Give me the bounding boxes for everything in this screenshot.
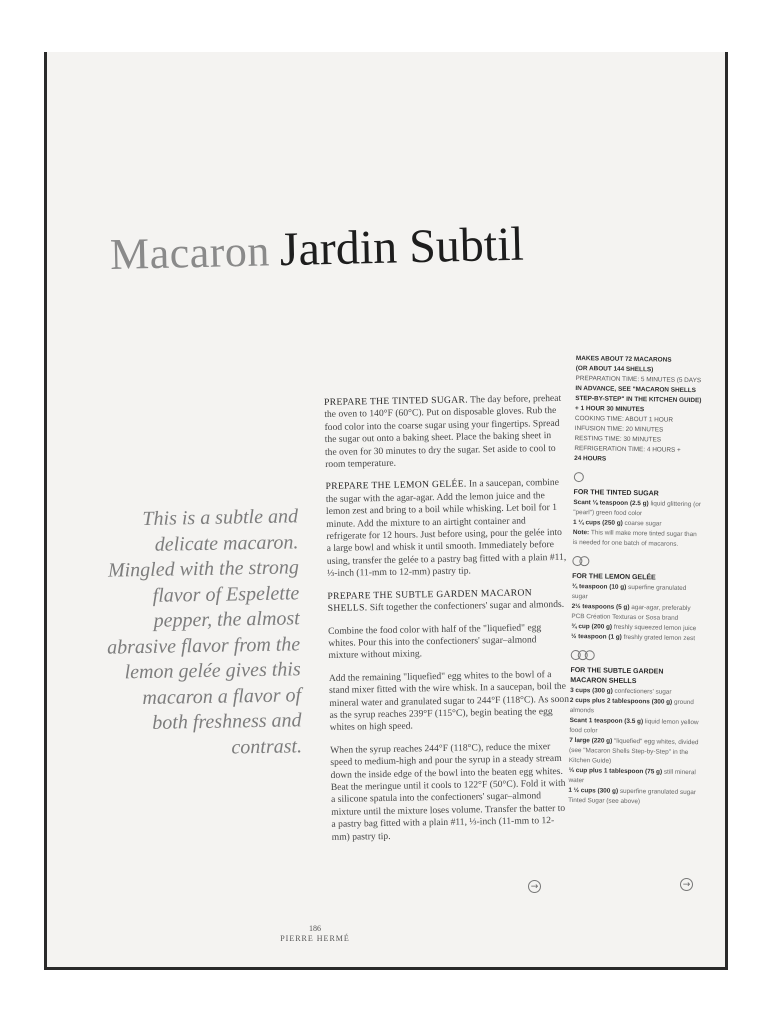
step-text: Combine the food color with half of the "liquefied" egg whites. Pour this into the confectioners' sugar–almond mixture without mixing. xyxy=(327,621,542,662)
page-edge-bottom xyxy=(44,967,728,970)
meta-line: STEP-BY-STEP" IN THE KITCHEN GUIDE) xyxy=(575,394,702,405)
meta-line: MAKES ABOUT 72 MACARONS xyxy=(575,354,672,364)
method-column xyxy=(324,393,572,854)
ingredient-description: freshly squeezed lemon juice xyxy=(612,623,697,633)
method-step xyxy=(327,586,567,615)
ingredient-item xyxy=(568,766,698,788)
ingredient-quantity: ¾ teaspoon (10 g) xyxy=(571,582,627,591)
ingredient-item xyxy=(569,736,700,768)
step-lead: PREPARE THE SUBTLE GARDEN MACARON SHELLS. xyxy=(327,587,533,615)
step-lead: PREPARE THE TINTED SUGAR. xyxy=(324,394,468,408)
page-number: 186 xyxy=(309,924,321,933)
ingredient-item xyxy=(570,696,700,718)
step-text: Sift together the confectioners' sugar and almonds. xyxy=(367,598,565,614)
ingredient-item xyxy=(573,498,703,520)
method-step xyxy=(328,621,569,662)
meta-line: 24 HOURS xyxy=(574,454,607,463)
title-dark: Jardin Subtil xyxy=(279,217,525,277)
ingredient-list xyxy=(571,582,702,644)
ingredient-quantity: ¾ cup (200 g) xyxy=(571,622,613,631)
ingredient-description: superfine granulated sugar xyxy=(618,787,696,797)
method-step xyxy=(325,477,567,580)
ingredient-description: "liquefied" egg whites, divided (see "Macaron Shells Step-by-Step" in the Kitchen Guide) xyxy=(568,737,699,765)
ingredient-quantity: Scant ⅛ teaspoon (2.5 g) xyxy=(573,498,649,508)
ingredient-description: confectioners' sugar xyxy=(612,687,672,696)
step-text: The day before, preheat the oven to 140°F (60°C). Put on disposable gloves. Rub the food color into the coarse sugar using your fingertips. Spread the sugar out onto a baking sheet. Place the baking sheet in the oven for 30 minutes to dry the sugar. Set aside to cool to room temperature. xyxy=(324,392,562,471)
meta-line: INFUSION TIME: 20 MINUTES xyxy=(574,424,664,434)
ingredient-description: coarse sugar xyxy=(622,519,662,528)
ingredient-description: liquid lemon yellow food color xyxy=(569,718,699,735)
page-footer xyxy=(270,924,360,944)
meta-line: (OR ABOUT 144 SHELLS) xyxy=(575,364,654,374)
ingredient-quantity: Note: xyxy=(572,528,590,537)
book-page xyxy=(44,52,728,970)
ingredient-description: freshly grated lemon zest xyxy=(621,633,696,643)
method-step xyxy=(330,741,572,844)
ingredient-quantity: 3 cups (300 g) xyxy=(570,686,613,695)
ingredient-item xyxy=(573,528,703,550)
method-step xyxy=(329,668,570,734)
step-text: When the syrup reaches 244°F (118°C), reduce the mixer speed to medium-high and pour the syrup in a steady stream down the inside edge of the bowl into the beaten egg whites. Beat the meringue until it cools to 122°F (50°C). Fold it with a silicone spatula into the confectioners' sugar–almond mixture until the mixture loses volume. Transfer the batter to a pastry bag fitted with a plain #11, ⅓-inch (11-mm to 12-mm) pastry tip. xyxy=(330,740,566,843)
ingredient-quantity: 1 ¼ cups (250 g) xyxy=(572,518,623,527)
ingredient-quantity: 1 ½ cups (300 g) xyxy=(568,786,619,795)
ingredients-column xyxy=(568,354,706,808)
ingredient-description: ground almonds xyxy=(569,698,694,715)
page-edge-right xyxy=(725,52,728,970)
section-marker-three-icon xyxy=(571,650,701,664)
ingredient-item xyxy=(571,602,701,624)
ingredient-description: superfine granulated sugar xyxy=(571,583,687,601)
continue-arrow-icon: → xyxy=(680,878,693,891)
ingredient-quantity: 7 large (220 g) xyxy=(569,736,613,745)
title-light: Macaron xyxy=(109,226,271,279)
section-marker-two-icon xyxy=(572,556,702,570)
meta-line: IN ADVANCE, SEE "MACARON SHELLS xyxy=(575,384,697,395)
meta-line: RESTING TIME: 30 MINUTES xyxy=(574,434,662,444)
ingredient-description: liquid glittering (or "pearl") green food color xyxy=(573,500,701,518)
author-name: PIERRE HERMÉ xyxy=(280,934,350,943)
ingredient-description: This will make more tinted sugar than is needed for one batch of macarons. xyxy=(572,529,697,548)
ingredient-list xyxy=(568,686,700,808)
ingredient-item xyxy=(572,582,702,604)
section-heading: FOR THE SUBTLE GARDEN MACARON SHELLS xyxy=(570,666,664,686)
ingredient-quantity: ½ teaspoon (1 g) xyxy=(571,632,622,641)
recipe-meta xyxy=(574,354,706,466)
ingredient-item xyxy=(571,632,701,644)
meta-line: REFRIGERATION TIME: 4 HOURS + xyxy=(574,444,681,454)
step-text: In a saucepan, combine the sugar with the agar-agar. Add the lemon juice and the lemon zest and bring to a boil while whisking. Let boil for 1 minute. Add the mixture to an airtight container and refrigerate for 12 hours. Just before using, pour the gelée into a large bowl and whisk it until smooth. Immediately before using, transfer the gelée to a pastry bag fitted with a plain #11, ⅓-inch (11-mm to 12-mm) pastry tip. xyxy=(325,477,567,580)
ingredient-quantity: ⅓ cup plus 1 tablespoon (75 g) xyxy=(568,766,663,776)
ingredient-quantity: Scant 1 teaspoon (3.5 g) xyxy=(569,716,644,726)
pullquote: This is a subtle and delicate macaron. Mingled with the strong flavor of Espelette pepper, the almost abrasive flavor from the lemon gelée gives this macaron a flavor of both freshness and contrast. xyxy=(106,505,303,759)
book-spine xyxy=(44,52,47,970)
meta-line: PREPARATION TIME: 5 MINUTES (5 DAYS xyxy=(575,374,702,385)
ingredient-description: Tinted Sugar (see above) xyxy=(568,796,641,806)
section-heading: FOR THE LEMON GELÉE xyxy=(572,572,656,582)
ingredient-quantity: 2 cups plus 2 tablespoons (300 g) xyxy=(569,696,673,706)
meta-line: + 1 HOUR 30 MINUTES xyxy=(574,404,645,414)
step-text: Add the remaining "liquefied" egg whites to the bowl of a stand mixer fitted with the wire whisk. In a saucepan, boil the mineral water and granulated sugar to 244°F (118°C). As soon as the syrup reaches 239°F (115°C), begin beating the egg whites on high speed. xyxy=(328,668,570,734)
ingredient-item xyxy=(569,716,699,738)
meta-line: COOKING TIME: ABOUT 1 HOUR xyxy=(574,414,674,424)
section-heading: FOR THE TINTED SUGAR xyxy=(573,488,659,498)
method-step xyxy=(324,393,565,472)
ingredient-description: still mineral water xyxy=(568,768,696,785)
recipe-title xyxy=(109,217,524,281)
ingredient-list xyxy=(573,498,704,550)
step-lead: PREPARE THE LEMON GELÉE. xyxy=(325,478,467,493)
ingredient-quantity: 2½ teaspoons (5 g) xyxy=(571,602,630,611)
ingredient-description: agar-agar, preferably PCB Création Texturas or Sosa brand xyxy=(571,603,691,622)
continue-arrow-icon: → xyxy=(528,880,541,893)
section-marker-one-icon xyxy=(574,472,704,486)
